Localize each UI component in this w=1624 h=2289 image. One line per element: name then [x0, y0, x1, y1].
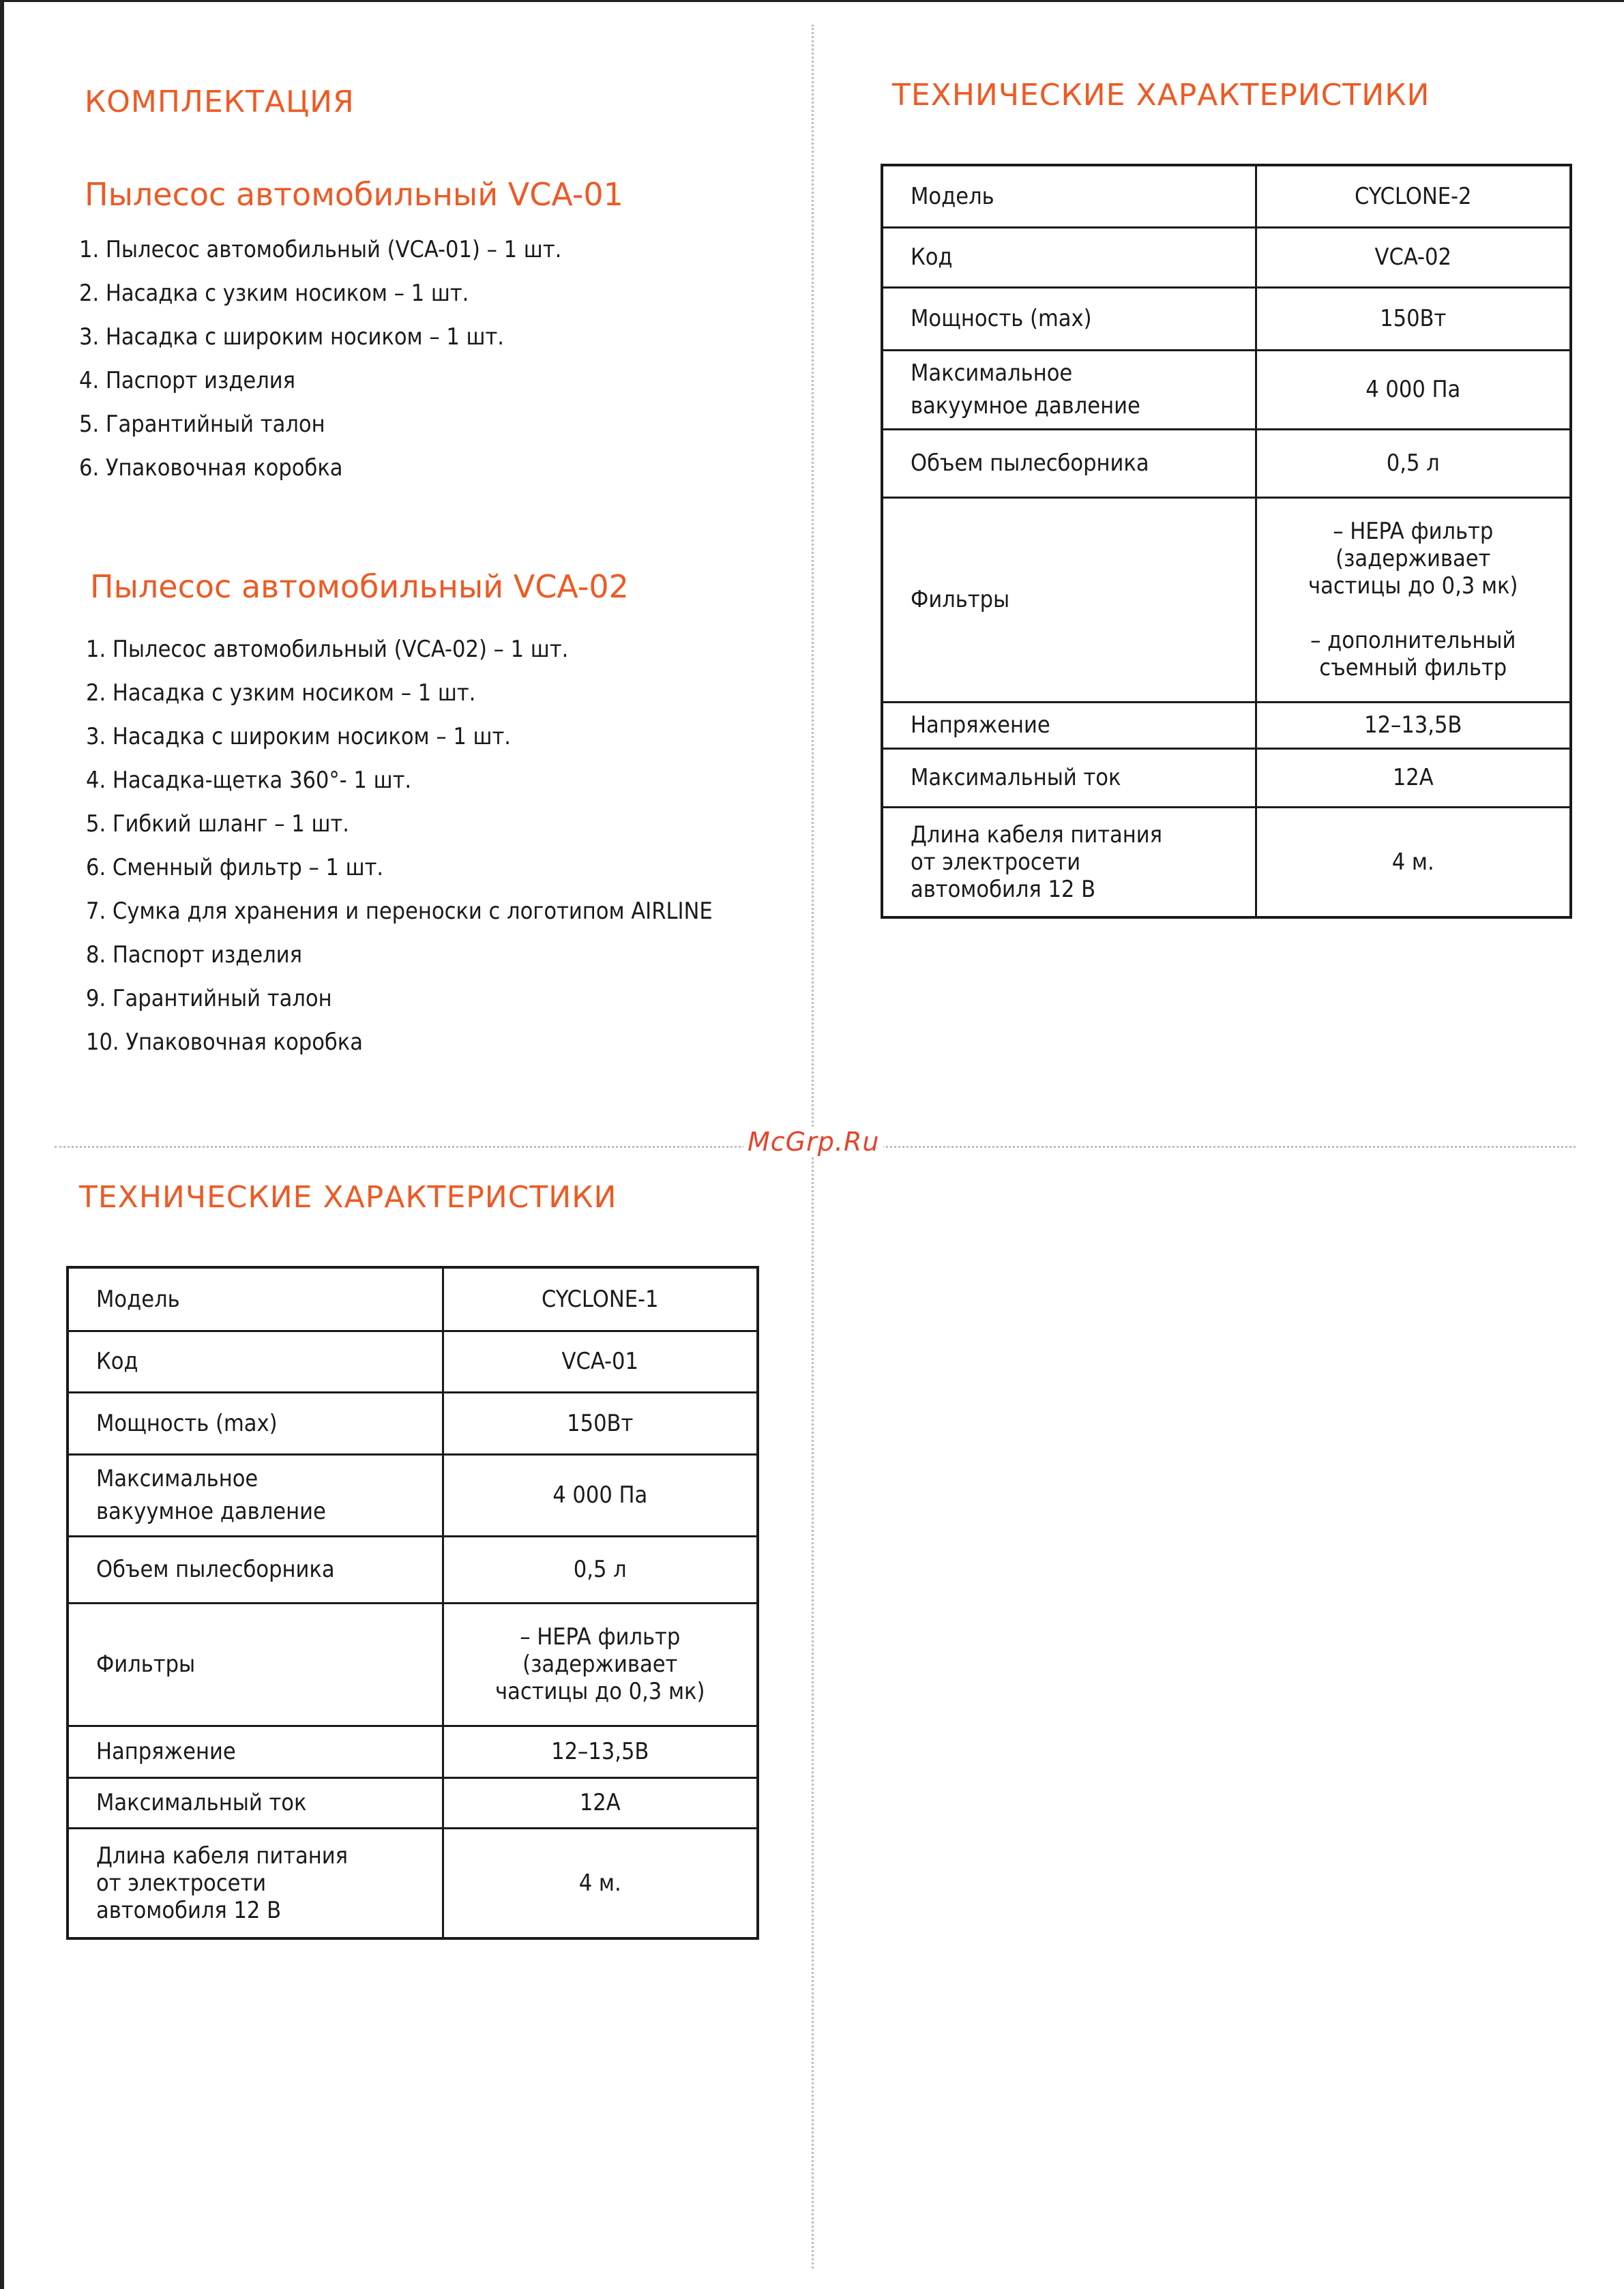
list-item: 7. Сумка для хранения и переноски с логотипом AIRLINE: [86, 898, 713, 925]
table-row: [882, 702, 1571, 748]
spec-label: Объем пылесборника: [68, 1536, 443, 1603]
spec-value: 4 м.: [1256, 807, 1571, 917]
table-row: [882, 165, 1571, 227]
spec-value: 4 м.: [443, 1828, 758, 1938]
table-row: [882, 748, 1571, 807]
spec-label: Мощность (max): [68, 1392, 443, 1454]
kit-title: КОМПЛЕКТАЦИЯ: [85, 85, 355, 119]
table-row: [68, 1726, 758, 1777]
spec-label: Фильтры: [68, 1603, 443, 1726]
table-row: [68, 1536, 758, 1603]
spec-label: Объем пылесборника: [882, 429, 1256, 497]
spec-value-group: [1256, 497, 1571, 702]
spec-value: CYCLONE-1: [443, 1267, 758, 1331]
list-item: 6. Сменный фильтр – 1 шт.: [86, 854, 384, 881]
table-row: [68, 1603, 758, 1726]
vca02-kit-list: [86, 627, 713, 1064]
spec-value: 150Вт: [1256, 287, 1571, 350]
spec-value: VCA-01: [443, 1331, 758, 1392]
specs-cyclone1-table: [66, 1266, 759, 1940]
spec-label: Код: [882, 227, 1256, 287]
spec-label: Максимальное вакуумное давление: [68, 1454, 443, 1536]
spec-label: Длина кабеля питания от электросети автомобиля 12 В: [68, 1828, 443, 1938]
spec-value: 12–13,5В: [1256, 702, 1571, 748]
page-border-left: [0, 0, 4, 2289]
table-row: [882, 807, 1571, 917]
list-item: 4. Насадка-щетка 360°- 1 шт.: [86, 767, 412, 794]
specs-cyclone2-table: [881, 164, 1572, 919]
list-item: 1. Пылесос автомобильный (VCA-01) – 1 шт.: [79, 236, 562, 263]
spec-value: 0,5 л: [443, 1536, 758, 1603]
spec-label: Максимальный ток: [68, 1777, 443, 1828]
table-row: [882, 350, 1571, 429]
list-item: 2. Насадка с узким носиком – 1 шт.: [86, 679, 476, 707]
spec-value: CYCLONE-2: [1256, 165, 1571, 227]
spec-label: Максимальный ток: [882, 748, 1256, 807]
table-row: [68, 1454, 758, 1536]
spec-value: 150Вт: [443, 1392, 758, 1454]
list-item: 1. Пылесос автомобильный (VCA-02) – 1 шт.: [86, 636, 569, 663]
spec-label: Мощность (max): [882, 287, 1256, 350]
spec-value: VCA-02: [1256, 227, 1571, 287]
table-row: [68, 1331, 758, 1392]
specs-cyclone2-title: ТЕХНИЧЕСКИЕ ХАРАКТЕРИСТИКИ: [892, 78, 1430, 113]
list-item: 5. Гарантийный талон: [79, 411, 325, 438]
list-item: 6. Упаковочная коробка: [79, 454, 343, 482]
list-item: 3. Насадка с широким носиком – 1 шт.: [79, 323, 505, 351]
table-row: [882, 497, 1571, 702]
list-item: 2. Насадка с узким носиком – 1 шт.: [79, 280, 469, 307]
list-item: 5. Гибкий шланг – 1 шт.: [86, 810, 349, 838]
spec-label: Код: [68, 1331, 443, 1392]
spec-label: Напряжение: [68, 1726, 443, 1777]
table-row: [68, 1267, 758, 1331]
spec-value: 12А: [443, 1777, 758, 1828]
spec-value: – HEPA фильтр (задерживает частицы до 0,3 мк): [443, 1603, 758, 1726]
watermark: McGrp.Ru: [743, 1127, 883, 1157]
list-item: 3. Насадка с широким носиком – 1 шт.: [86, 723, 512, 750]
spec-label: Модель: [882, 165, 1256, 227]
vca01-kit-title: Пылесос автомобильный VCA-01: [85, 176, 623, 213]
spec-value: 0,5 л: [1256, 429, 1571, 497]
table-row: [882, 429, 1571, 497]
spec-label: Модель: [68, 1267, 443, 1331]
spec-value: – HEPA фильтр (задерживает частицы до 0,3 мк): [1308, 518, 1518, 600]
spec-label: Напряжение: [882, 702, 1256, 748]
list-item: 9. Гарантийный талон: [86, 985, 332, 1012]
spec-value: 12–13,5В: [443, 1726, 758, 1777]
vca01-kit-list: [79, 228, 561, 490]
vca02-kit-title: Пылесос автомобильный VCA-02: [90, 568, 629, 605]
spacer: [1257, 600, 1570, 627]
list-item: 4. Паспорт изделия: [79, 367, 296, 394]
table-row: [882, 227, 1571, 287]
spec-value: 4 000 Па: [1256, 350, 1571, 429]
spec-label: Максимальное вакуумное давление: [882, 350, 1256, 429]
table-row: [68, 1828, 758, 1938]
list-item: 8. Паспорт изделия: [86, 941, 303, 969]
table-row: [68, 1392, 758, 1454]
spec-label: Фильтры: [882, 497, 1256, 702]
specs-cyclone1-title: ТЕХНИЧЕСКИЕ ХАРАКТЕРИСТИКИ: [79, 1180, 617, 1215]
spec-label: Длина кабеля питания от электросети автомобиля 12 В: [882, 807, 1256, 917]
page-border-top: [0, 0, 1624, 2]
spec-value: 12А: [1256, 748, 1571, 807]
spec-value: 4 000 Па: [443, 1454, 758, 1536]
list-item: 10. Упаковочная коробка: [86, 1029, 363, 1056]
table-row: [882, 287, 1571, 350]
spec-value: – дополнительный съемный фильтр: [1310, 627, 1516, 681]
table-row: [68, 1777, 758, 1828]
